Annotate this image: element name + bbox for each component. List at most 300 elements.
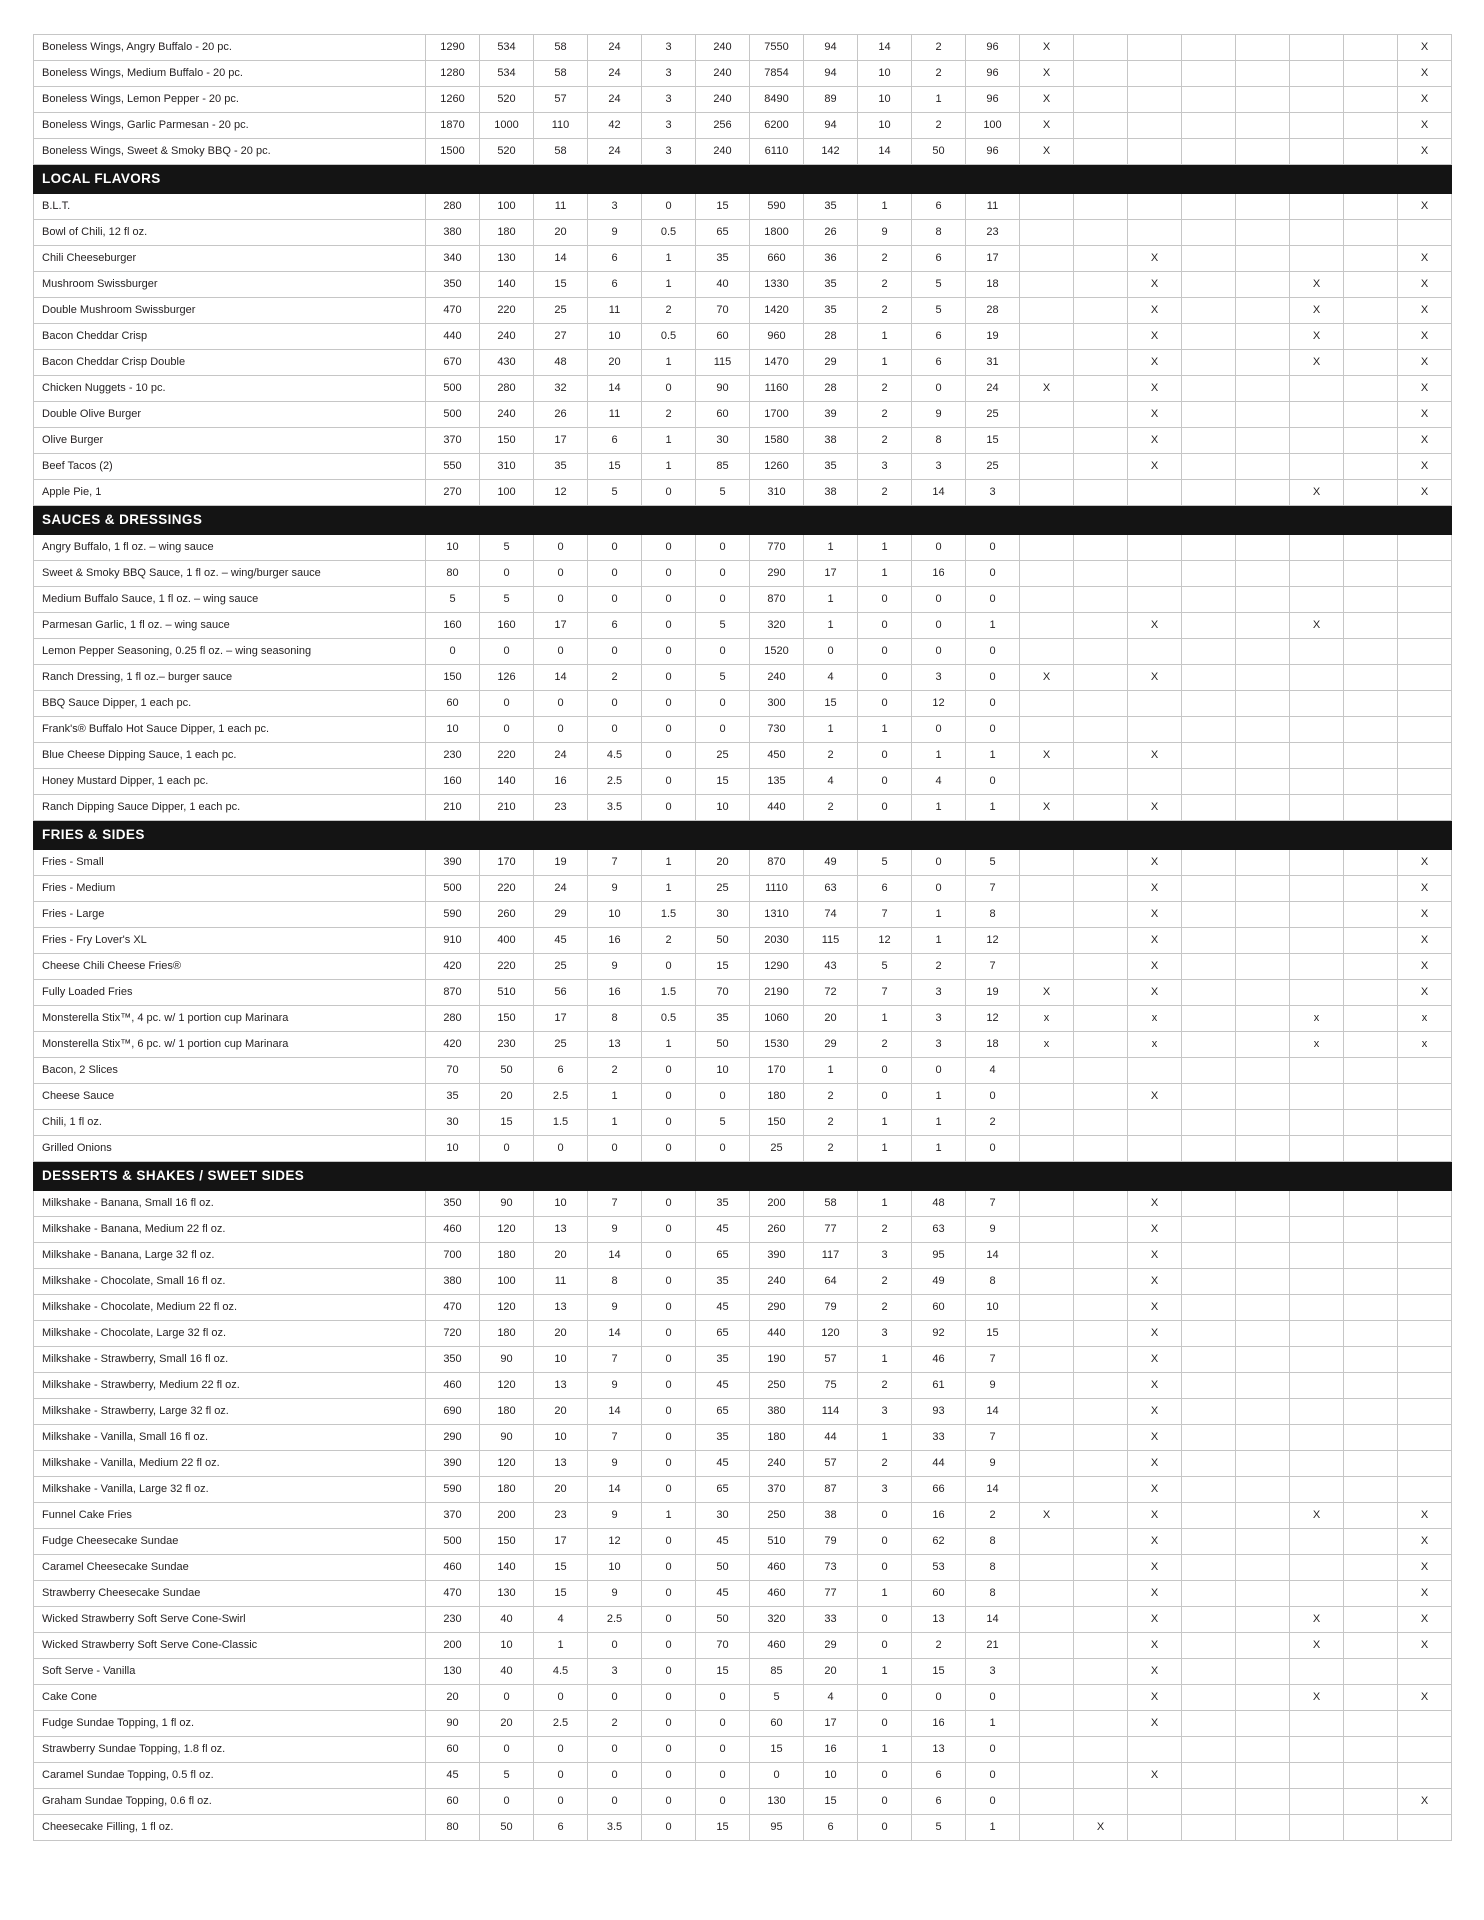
nutrition-value: 96 xyxy=(966,139,1020,165)
nutrition-value: 0 xyxy=(642,535,696,561)
nutrition-value: 7 xyxy=(966,1191,1020,1217)
nutrition-value: 0 xyxy=(642,743,696,769)
nutrition-value: 0 xyxy=(912,587,966,613)
nutrition-value: 7 xyxy=(588,1347,642,1373)
nutrition-value: 13 xyxy=(534,1451,588,1477)
nutrition-value: 16 xyxy=(912,561,966,587)
table-row xyxy=(34,980,1452,1006)
nutrition-value: 2 xyxy=(804,1136,858,1162)
allergen-cell-empty xyxy=(1020,769,1074,795)
allergen-cell-empty xyxy=(1290,717,1344,743)
nutrition-value: 2 xyxy=(804,795,858,821)
nutrition-value: 0 xyxy=(696,535,750,561)
allergen-cell-empty xyxy=(1020,1763,1074,1789)
allergen-cell-empty xyxy=(1182,1711,1236,1737)
nutrition-value: 280 xyxy=(426,194,480,220)
allergen-mark: X xyxy=(1128,1321,1182,1347)
nutrition-value: 2030 xyxy=(750,928,804,954)
allergen-cell-empty xyxy=(1128,1136,1182,1162)
nutrition-value: 49 xyxy=(804,850,858,876)
nutrition-value: 30 xyxy=(696,902,750,928)
nutrition-value: 0 xyxy=(534,1685,588,1711)
nutrition-value: 45 xyxy=(696,1529,750,1555)
nutrition-value: 16 xyxy=(588,980,642,1006)
item-name: Medium Buffalo Sauce, 1 fl oz. – wing sauce xyxy=(34,587,426,613)
nutrition-value: 65 xyxy=(696,1243,750,1269)
nutrition-value: 50 xyxy=(696,928,750,954)
allergen-mark: X xyxy=(1128,272,1182,298)
table-row xyxy=(34,480,1452,506)
nutrition-value: 70 xyxy=(426,1058,480,1084)
nutrition-value: 45 xyxy=(696,1451,750,1477)
nutrition-value: 8490 xyxy=(750,87,804,113)
nutrition-value: 0 xyxy=(534,1789,588,1815)
nutrition-value: 1.5 xyxy=(642,980,696,1006)
allergen-cell-empty xyxy=(1182,639,1236,665)
allergen-cell-empty xyxy=(1020,1084,1074,1110)
nutrition-value: 20 xyxy=(696,850,750,876)
nutrition-value: 730 xyxy=(750,717,804,743)
item-name: Strawberry Sundae Topping, 1.8 fl oz. xyxy=(34,1737,426,1763)
allergen-cell-empty xyxy=(1020,561,1074,587)
nutrition-value: 3.5 xyxy=(588,1815,642,1841)
allergen-cell-empty xyxy=(1182,587,1236,613)
nutrition-value: 24 xyxy=(588,35,642,61)
nutrition-value: 24 xyxy=(588,87,642,113)
nutrition-value: 0 xyxy=(696,1789,750,1815)
allergen-cell-empty xyxy=(1020,928,1074,954)
nutrition-value: 0 xyxy=(588,639,642,665)
allergen-mark: X xyxy=(1398,87,1452,113)
nutrition-value: 63 xyxy=(912,1217,966,1243)
allergen-cell-empty xyxy=(1074,246,1128,272)
allergen-cell-empty xyxy=(1074,1217,1128,1243)
nutrition-value: 1 xyxy=(804,717,858,743)
nutrition-value: 1 xyxy=(804,613,858,639)
allergen-cell-empty xyxy=(1074,454,1128,480)
allergen-cell-empty xyxy=(1074,795,1128,821)
item-name: Ranch Dipping Sauce Dipper, 1 each pc. xyxy=(34,795,426,821)
table-row xyxy=(34,1032,1452,1058)
nutrition-value: 0 xyxy=(642,665,696,691)
nutrition-value: 50 xyxy=(696,1555,750,1581)
allergen-cell-empty xyxy=(1182,980,1236,1006)
allergen-cell-empty xyxy=(1074,1347,1128,1373)
nutrition-value: 0 xyxy=(642,1269,696,1295)
nutrition-value: 1 xyxy=(858,1006,912,1032)
nutrition-value: 180 xyxy=(480,1321,534,1347)
allergen-cell-empty xyxy=(1182,246,1236,272)
nutrition-value: 240 xyxy=(750,1269,804,1295)
allergen-mark: X xyxy=(1020,376,1074,402)
allergen-mark: X xyxy=(1128,428,1182,454)
nutrition-value: 170 xyxy=(480,850,534,876)
allergen-cell-empty xyxy=(1344,272,1398,298)
allergen-cell-empty xyxy=(1128,561,1182,587)
nutrition-value: 0 xyxy=(642,1295,696,1321)
allergen-cell-empty xyxy=(1236,1217,1290,1243)
nutrition-value: 290 xyxy=(426,1425,480,1451)
nutrition-value: 13 xyxy=(534,1217,588,1243)
nutrition-value: 2 xyxy=(642,928,696,954)
nutrition-value: 48 xyxy=(534,350,588,376)
nutrition-value: 3 xyxy=(912,980,966,1006)
nutrition-value: 870 xyxy=(750,587,804,613)
allergen-cell-empty xyxy=(1020,1685,1074,1711)
item-name: Grilled Onions xyxy=(34,1136,426,1162)
nutrition-value: 0 xyxy=(642,1399,696,1425)
nutrition-value: 1 xyxy=(642,850,696,876)
nutrition-value: 3 xyxy=(858,454,912,480)
nutrition-value: 29 xyxy=(804,1633,858,1659)
nutrition-value: 120 xyxy=(480,1295,534,1321)
allergen-cell-empty xyxy=(1128,769,1182,795)
nutrition-value: 44 xyxy=(804,1425,858,1451)
allergen-cell-empty xyxy=(1236,246,1290,272)
allergen-cell-empty xyxy=(1182,272,1236,298)
allergen-cell-empty xyxy=(1290,1058,1344,1084)
allergen-mark: X xyxy=(1398,272,1452,298)
allergen-mark: X xyxy=(1128,454,1182,480)
nutrition-value: 1 xyxy=(534,1633,588,1659)
nutrition-value: 0 xyxy=(534,1136,588,1162)
allergen-cell-empty xyxy=(1344,928,1398,954)
nutrition-value: 3 xyxy=(858,1477,912,1503)
nutrition-value: 0 xyxy=(966,1737,1020,1763)
nutrition-value: 26 xyxy=(534,402,588,428)
allergen-cell-empty xyxy=(1020,1191,1074,1217)
allergen-cell-empty xyxy=(1290,1217,1344,1243)
nutrition-value: 590 xyxy=(426,902,480,928)
nutrition-value: 1310 xyxy=(750,902,804,928)
nutrition-value: 10 xyxy=(588,324,642,350)
nutrition-value: 2 xyxy=(912,1633,966,1659)
allergen-cell-empty xyxy=(1236,35,1290,61)
nutrition-value: 0 xyxy=(588,691,642,717)
nutrition-value: 230 xyxy=(426,743,480,769)
allergen-mark: X xyxy=(1128,1451,1182,1477)
nutrition-value: 6 xyxy=(912,194,966,220)
allergen-cell-empty xyxy=(1074,1295,1128,1321)
nutrition-value: 90 xyxy=(426,1711,480,1737)
nutrition-value: 500 xyxy=(426,376,480,402)
allergen-cell-empty xyxy=(1344,639,1398,665)
table-row xyxy=(34,402,1452,428)
nutrition-value: 77 xyxy=(804,1217,858,1243)
allergen-cell-empty xyxy=(1236,769,1290,795)
nutrition-value: 350 xyxy=(426,1347,480,1373)
allergen-cell-empty xyxy=(1344,246,1398,272)
allergen-cell-empty xyxy=(1236,561,1290,587)
nutrition-value: 100 xyxy=(966,113,1020,139)
nutrition-value: 9 xyxy=(588,1503,642,1529)
nutrition-value: 96 xyxy=(966,61,1020,87)
allergen-mark: X xyxy=(1398,1581,1452,1607)
nutrition-value: 2 xyxy=(966,1110,1020,1136)
nutrition-value: 1 xyxy=(804,535,858,561)
allergen-cell-empty xyxy=(1236,61,1290,87)
nutrition-value: 0 xyxy=(642,1373,696,1399)
allergen-mark: X xyxy=(1398,113,1452,139)
nutrition-value: 92 xyxy=(912,1321,966,1347)
nutrition-value: 0 xyxy=(858,1633,912,1659)
allergen-cell-empty xyxy=(1020,454,1074,480)
nutrition-value: 43 xyxy=(804,954,858,980)
table-row xyxy=(34,350,1452,376)
allergen-cell-empty xyxy=(1074,639,1128,665)
allergen-cell-empty xyxy=(1398,665,1452,691)
nutrition-value: 0 xyxy=(696,1084,750,1110)
nutrition-value: 220 xyxy=(480,954,534,980)
allergen-cell-empty xyxy=(1344,87,1398,113)
allergen-mark: X xyxy=(1128,1347,1182,1373)
nutrition-value: 160 xyxy=(426,769,480,795)
nutrition-value: 35 xyxy=(804,272,858,298)
allergen-cell-empty xyxy=(1398,535,1452,561)
nutrition-value: 10 xyxy=(696,795,750,821)
allergen-mark: X xyxy=(1398,850,1452,876)
nutrition-value: 49 xyxy=(912,1269,966,1295)
allergen-cell-empty xyxy=(1344,324,1398,350)
allergen-cell-empty xyxy=(1290,428,1344,454)
nutrition-value: 1 xyxy=(858,1136,912,1162)
allergen-cell-empty xyxy=(1020,1555,1074,1581)
allergen-cell-empty xyxy=(1182,1136,1236,1162)
item-name: Monsterella Stix™, 4 pc. w/ 1 portion cup Marinara xyxy=(34,1006,426,1032)
allergen-cell-empty xyxy=(1236,1032,1290,1058)
item-name: Cake Cone xyxy=(34,1685,426,1711)
nutrition-value: 1290 xyxy=(750,954,804,980)
table-row xyxy=(34,1815,1452,1841)
allergen-cell-empty xyxy=(1290,769,1344,795)
nutrition-value: 200 xyxy=(426,1633,480,1659)
nutrition-value: 150 xyxy=(426,665,480,691)
nutrition-value: 4 xyxy=(804,769,858,795)
nutrition-value: 17 xyxy=(804,561,858,587)
nutrition-value: 8 xyxy=(966,1581,1020,1607)
nutrition-value: 340 xyxy=(426,246,480,272)
allergen-cell-empty xyxy=(1074,298,1128,324)
nutrition-value: 60 xyxy=(912,1581,966,1607)
allergen-cell-empty xyxy=(1290,246,1344,272)
nutrition-value: 1 xyxy=(588,1110,642,1136)
allergen-cell-empty xyxy=(1236,1425,1290,1451)
nutrition-value: 6 xyxy=(912,1763,966,1789)
nutrition-value: 0 xyxy=(750,1763,804,1789)
nutrition-value: 100 xyxy=(480,480,534,506)
allergen-cell-empty xyxy=(1236,428,1290,454)
allergen-mark: X xyxy=(1398,35,1452,61)
allergen-mark: X xyxy=(1128,1685,1182,1711)
nutrition-value: 0 xyxy=(588,535,642,561)
nutrition-value: 0 xyxy=(642,954,696,980)
nutrition-value: 130 xyxy=(480,246,534,272)
allergen-cell-empty xyxy=(1236,613,1290,639)
nutrition-value: 150 xyxy=(480,428,534,454)
nutrition-value: 16 xyxy=(804,1737,858,1763)
nutrition-value: 1110 xyxy=(750,876,804,902)
allergen-cell-empty xyxy=(1290,795,1344,821)
allergen-cell-empty xyxy=(1236,1789,1290,1815)
nutrition-value: 0 xyxy=(642,1321,696,1347)
nutrition-value: 1700 xyxy=(750,402,804,428)
nutrition-value: 77 xyxy=(804,1581,858,1607)
allergen-mark: X xyxy=(1020,35,1074,61)
nutrition-value: 30 xyxy=(696,428,750,454)
nutrition-value: 5 xyxy=(480,535,534,561)
allergen-cell-empty xyxy=(1344,1191,1398,1217)
allergen-cell-empty xyxy=(1344,717,1398,743)
nutrition-value: 350 xyxy=(426,1191,480,1217)
allergen-cell-empty xyxy=(1182,139,1236,165)
nutrition-value: 25 xyxy=(534,954,588,980)
allergen-cell-empty xyxy=(1344,769,1398,795)
allergen-cell-empty xyxy=(1236,1477,1290,1503)
nutrition-value: 0 xyxy=(642,1425,696,1451)
nutrition-value: 500 xyxy=(426,876,480,902)
allergen-cell-empty xyxy=(1128,1110,1182,1136)
nutrition-value: 140 xyxy=(480,272,534,298)
allergen-cell-empty xyxy=(1074,324,1128,350)
allergen-cell-empty xyxy=(1182,928,1236,954)
nutrition-value: 370 xyxy=(426,428,480,454)
item-name: Bacon Cheddar Crisp Double xyxy=(34,350,426,376)
nutrition-value: 8 xyxy=(966,1269,1020,1295)
nutrition-value: 220 xyxy=(480,876,534,902)
nutrition-value: 23 xyxy=(534,1503,588,1529)
nutrition-value: 0 xyxy=(858,1685,912,1711)
allergen-cell-empty xyxy=(1344,1347,1398,1373)
allergen-cell-empty xyxy=(1074,1243,1128,1269)
nutrition-value: 260 xyxy=(750,1217,804,1243)
allergen-cell-empty xyxy=(1236,1006,1290,1032)
nutrition-value: 80 xyxy=(426,561,480,587)
nutrition-value: 10 xyxy=(426,1136,480,1162)
allergen-cell-empty xyxy=(1182,1789,1236,1815)
nutrition-value: 94 xyxy=(804,61,858,87)
item-name: Ranch Dressing, 1 fl oz.– burger sauce xyxy=(34,665,426,691)
nutrition-value: 1 xyxy=(642,1032,696,1058)
nutrition-value: 9 xyxy=(588,1373,642,1399)
allergen-cell-empty xyxy=(1344,1217,1398,1243)
allergen-cell-empty xyxy=(1236,1110,1290,1136)
table-row xyxy=(34,61,1452,87)
allergen-cell-empty xyxy=(1182,902,1236,928)
nutrition-value: 14 xyxy=(858,139,912,165)
nutrition-value: 240 xyxy=(750,1451,804,1477)
nutrition-value: 1160 xyxy=(750,376,804,402)
nutrition-value: 1 xyxy=(912,743,966,769)
nutrition-value: 0 xyxy=(642,1136,696,1162)
nutrition-value: 50 xyxy=(912,139,966,165)
allergen-cell-empty xyxy=(1290,1815,1344,1841)
nutrition-value: 3 xyxy=(966,480,1020,506)
allergen-cell-empty xyxy=(1236,639,1290,665)
nutrition-value: 320 xyxy=(750,1607,804,1633)
nutrition-value: 25 xyxy=(534,1032,588,1058)
allergen-mark: X xyxy=(1020,665,1074,691)
nutrition-value: 130 xyxy=(426,1659,480,1685)
allergen-cell-empty xyxy=(1074,113,1128,139)
allergen-cell-empty xyxy=(1236,298,1290,324)
allergen-cell-empty xyxy=(1182,1399,1236,1425)
item-name: Chili, 1 fl oz. xyxy=(34,1110,426,1136)
item-name: Milkshake - Chocolate, Small 16 fl oz. xyxy=(34,1269,426,1295)
allergen-cell-empty xyxy=(1020,298,1074,324)
nutrition-value: 0 xyxy=(696,1711,750,1737)
item-name: Caramel Cheesecake Sundae xyxy=(34,1555,426,1581)
nutrition-value: 8 xyxy=(588,1006,642,1032)
nutrition-value: 0 xyxy=(966,691,1020,717)
allergen-cell-empty xyxy=(1020,1217,1074,1243)
nutrition-value: 20 xyxy=(804,1006,858,1032)
nutrition-value: 6 xyxy=(588,428,642,454)
nutrition-value: 240 xyxy=(696,139,750,165)
nutrition-value: 150 xyxy=(480,1529,534,1555)
allergen-cell-empty xyxy=(1074,1425,1128,1451)
table-row xyxy=(34,954,1452,980)
nutrition-value: 460 xyxy=(426,1555,480,1581)
nutrition-value: 590 xyxy=(426,1477,480,1503)
nutrition-value: 1530 xyxy=(750,1032,804,1058)
nutrition-value: 1260 xyxy=(426,87,480,113)
nutrition-value: 0 xyxy=(804,639,858,665)
nutrition-value: 35 xyxy=(696,1425,750,1451)
nutrition-value: 220 xyxy=(480,298,534,324)
table-row xyxy=(34,665,1452,691)
nutrition-value: 14 xyxy=(858,35,912,61)
allergen-mark: X xyxy=(1128,1084,1182,1110)
item-name: Fudge Sundae Topping, 1 fl oz. xyxy=(34,1711,426,1737)
nutrition-value: 14 xyxy=(534,246,588,272)
allergen-cell-empty xyxy=(1290,1347,1344,1373)
allergen-cell-empty xyxy=(1020,1607,1074,1633)
nutrition-value: 0 xyxy=(858,1503,912,1529)
allergen-cell-empty xyxy=(1020,1347,1074,1373)
allergen-mark: X xyxy=(1290,1685,1344,1711)
allergen-mark: X xyxy=(1290,613,1344,639)
nutrition-value: 0 xyxy=(480,717,534,743)
allergen-cell-empty xyxy=(1074,1711,1128,1737)
nutrition-value: 117 xyxy=(804,1243,858,1269)
nutrition-value: 0 xyxy=(912,613,966,639)
allergen-cell-empty xyxy=(1128,61,1182,87)
nutrition-value: 9 xyxy=(588,1295,642,1321)
nutrition-value: 5 xyxy=(750,1685,804,1711)
table-row xyxy=(34,561,1452,587)
nutrition-value: 0 xyxy=(642,795,696,821)
nutrition-value: 6 xyxy=(588,246,642,272)
nutrition-value: 20 xyxy=(534,1477,588,1503)
nutrition-value: 470 xyxy=(426,1581,480,1607)
allergen-cell-empty xyxy=(1074,665,1128,691)
allergen-cell-empty xyxy=(1236,1737,1290,1763)
allergen-cell-empty xyxy=(1398,1451,1452,1477)
item-name: Cheese Sauce xyxy=(34,1084,426,1110)
allergen-cell-empty xyxy=(1398,1477,1452,1503)
nutrition-value: 440 xyxy=(750,795,804,821)
allergen-cell-empty xyxy=(1344,350,1398,376)
allergen-cell-empty xyxy=(1398,1243,1452,1269)
nutrition-value: 13 xyxy=(912,1737,966,1763)
allergen-mark: X xyxy=(1128,1477,1182,1503)
allergen-cell-empty xyxy=(1236,194,1290,220)
nutrition-value: 870 xyxy=(426,980,480,1006)
allergen-cell-empty xyxy=(1290,1425,1344,1451)
section-header-row xyxy=(34,821,1452,850)
nutrition-value: 510 xyxy=(480,980,534,1006)
allergen-cell-empty xyxy=(1236,1685,1290,1711)
